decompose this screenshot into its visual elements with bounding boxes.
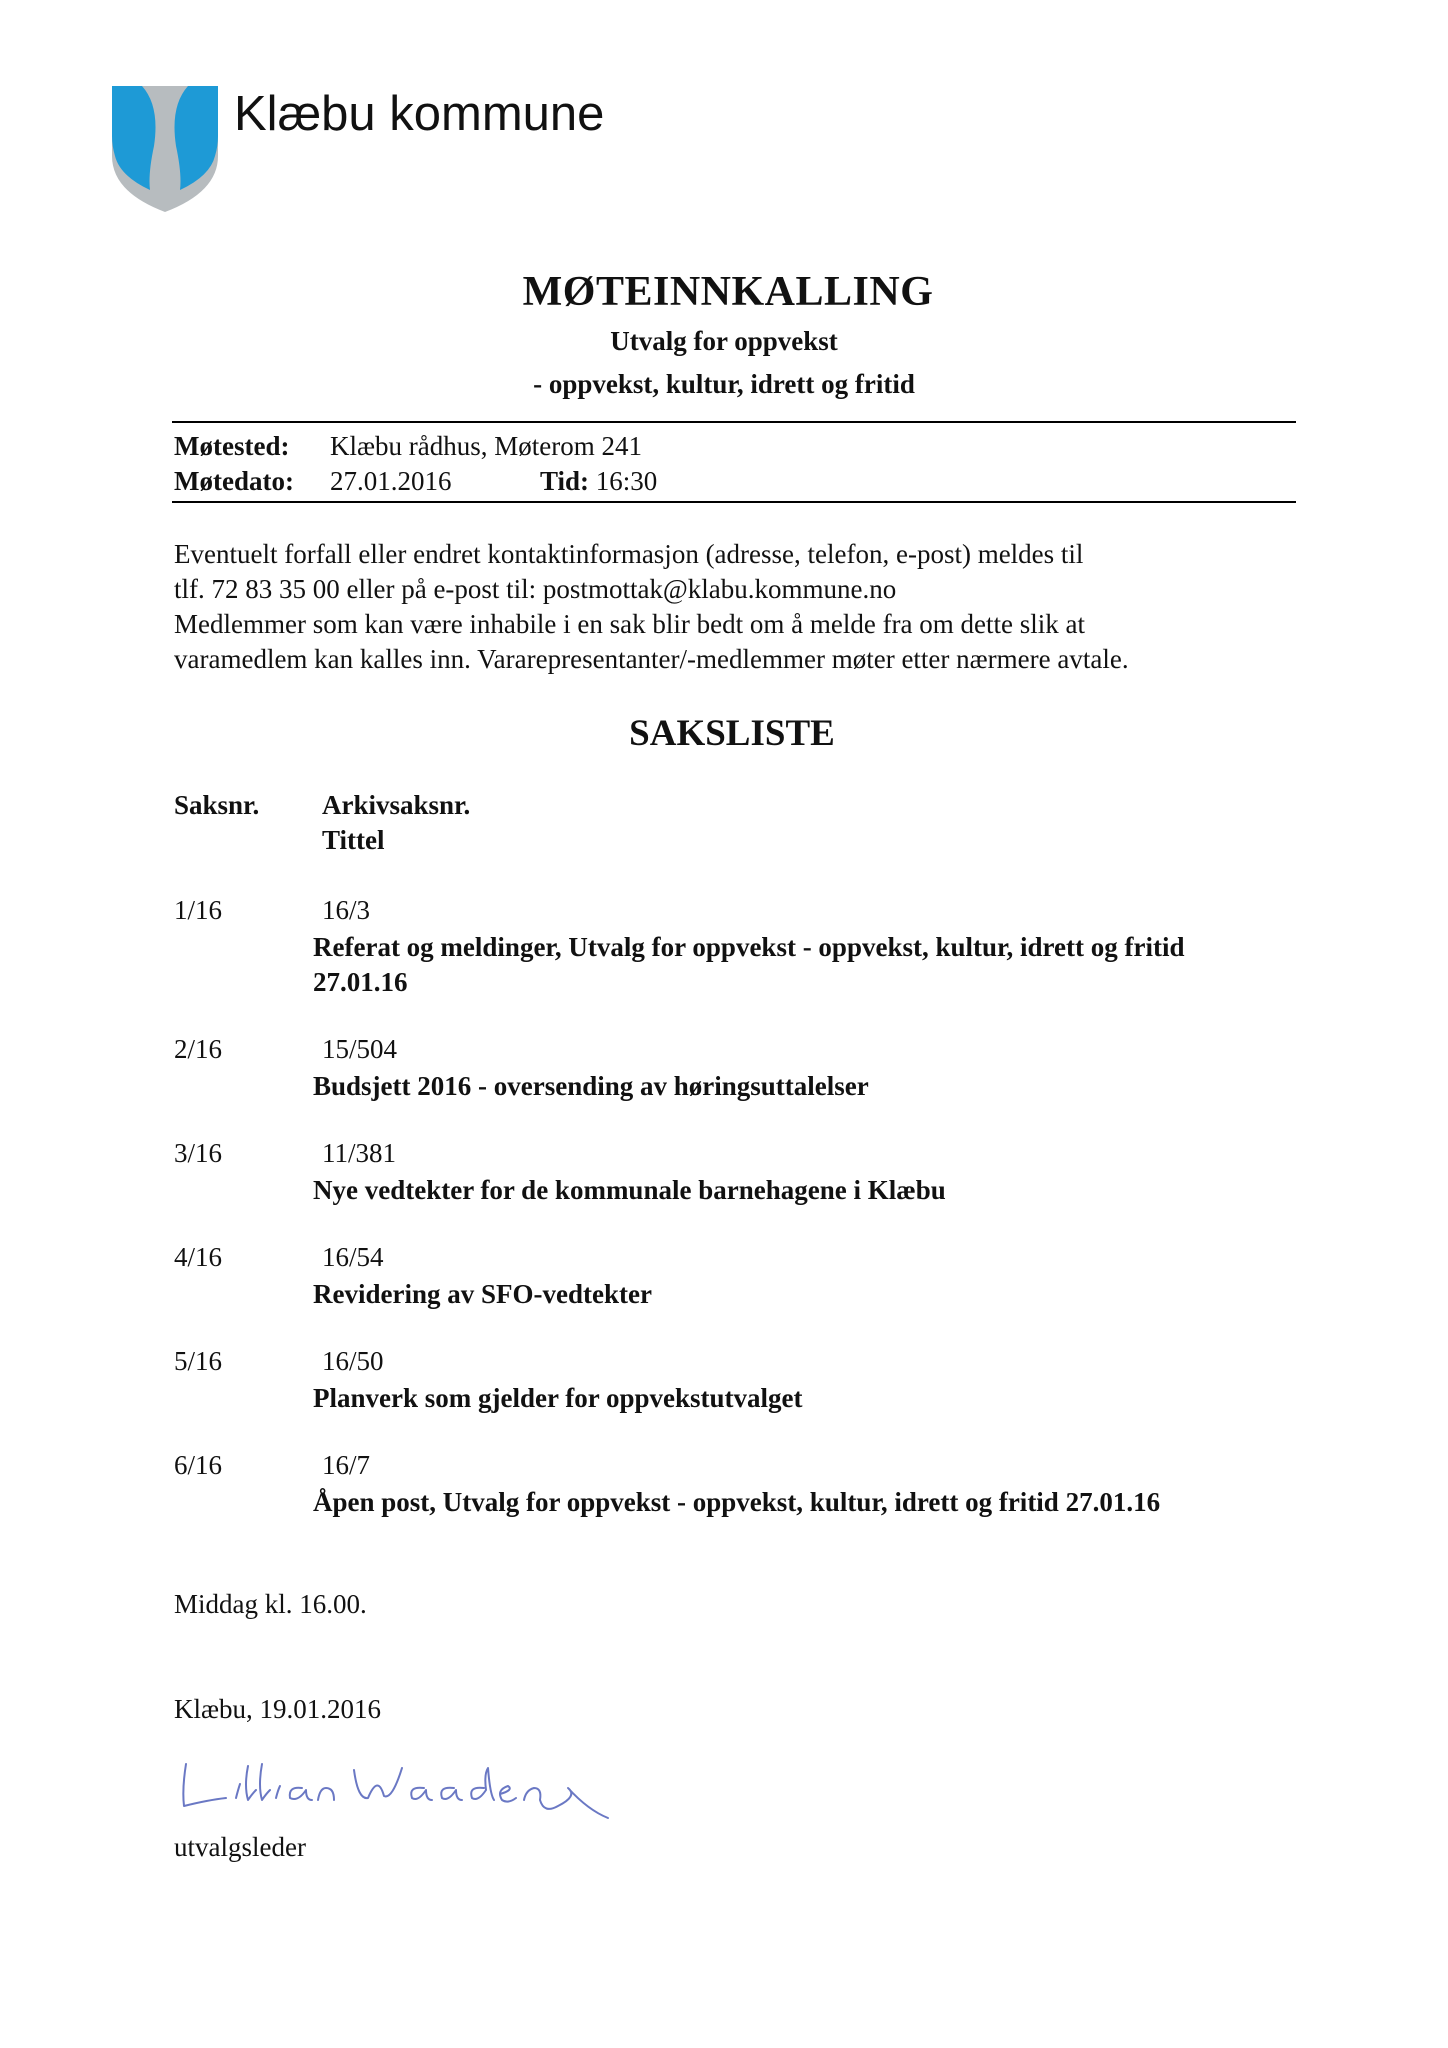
case-title: Nye vedtekter for de kommunale barnehagene i Klæbu — [313, 1175, 946, 1205]
notice-line: Medlemmer som kan være inhabile i en sak blir bedt om å melde fra om dette slik at — [174, 609, 1085, 639]
case-number: 1/16 — [174, 895, 223, 925]
column-header-archive-number: Arkivsaksnr. — [322, 790, 471, 820]
notice-line: Eventuelt forfall eller endret kontaktinformasjon (adresse, telefon, e-post) meldes til — [174, 539, 1084, 569]
archive-number: 16/7 — [322, 1450, 371, 1480]
municipality-name: Klæbu kommune — [234, 87, 605, 141]
committee-name: Utvalg for oppvekst — [610, 326, 838, 356]
notice-paragraph — [174, 537, 1304, 677]
case-title: Åpen post, Utvalg for oppvekst - oppvekst, kultur, idrett og fritid 27.01.16 — [313, 1487, 1161, 1517]
meeting-date-label: Møtedato: — [174, 466, 294, 496]
meeting-date-row — [174, 466, 657, 497]
divider-bottom — [172, 501, 1296, 503]
case-number: 2/16 — [174, 1034, 223, 1064]
meeting-place-label: Møtested: — [174, 431, 290, 461]
case-number: 4/16 — [174, 1242, 223, 1272]
notice-line: tlf. 72 83 35 00 eller på e-post til: postmottak@klabu.kommune.no — [174, 574, 897, 604]
dinner-note: Middag kl. 16.00. — [174, 1589, 367, 1619]
document-title: MØTEINNKALLING — [522, 269, 934, 315]
case-title-line: 27.01.16 — [313, 967, 408, 997]
document-title-block — [0, 268, 1448, 402]
municipal-coat-of-arms-logo — [112, 86, 218, 212]
case-title-line: Referat og meldinger, Utvalg for oppvekst - oppvekst, kultur, idrett og fritid — [313, 932, 1185, 962]
case-number: 6/16 — [174, 1450, 223, 1480]
archive-number: 15/504 — [322, 1034, 398, 1064]
meeting-place-row — [174, 431, 642, 462]
archive-number: 11/381 — [322, 1138, 396, 1168]
meeting-date-value: 27.01.2016 — [330, 466, 452, 496]
meeting-time-label: Tid: — [540, 466, 590, 496]
column-header-title: Tittel — [322, 825, 385, 855]
case-number: 3/16 — [174, 1138, 223, 1168]
notice-line: varamedlem kan kalles inn. Vararepresentanter/-medlemmer møter etter nærmere avtale. — [174, 644, 1129, 674]
meeting-place-value: Klæbu rådhus, Møterom 241 — [330, 431, 642, 461]
divider-top — [172, 421, 1296, 423]
place-and-date: Klæbu, 19.01.2016 — [174, 1694, 382, 1724]
archive-number: 16/3 — [322, 895, 371, 925]
case-title: Planverk som gjelder for oppvekstutvalget — [313, 1383, 803, 1413]
case-title — [313, 930, 1313, 1000]
committee-subtitle: - oppvekst, kultur, idrett og fritid — [533, 369, 915, 399]
archive-number: 16/50 — [322, 1346, 384, 1376]
case-title: Budsjett 2016 - oversending av høringsuttalelser — [313, 1071, 869, 1101]
signatory-role: utvalgsleder — [174, 1832, 306, 1862]
agenda-title: SAKSLISTE — [629, 713, 835, 754]
meeting-time-value: 16:30 — [595, 466, 658, 496]
archive-number: 16/54 — [322, 1242, 384, 1272]
column-header-case-number: Saksnr. — [174, 790, 260, 820]
case-title: Revidering av SFO-vedtekter — [313, 1279, 652, 1309]
case-number: 5/16 — [174, 1346, 223, 1376]
handwritten-signature — [178, 1754, 698, 1834]
